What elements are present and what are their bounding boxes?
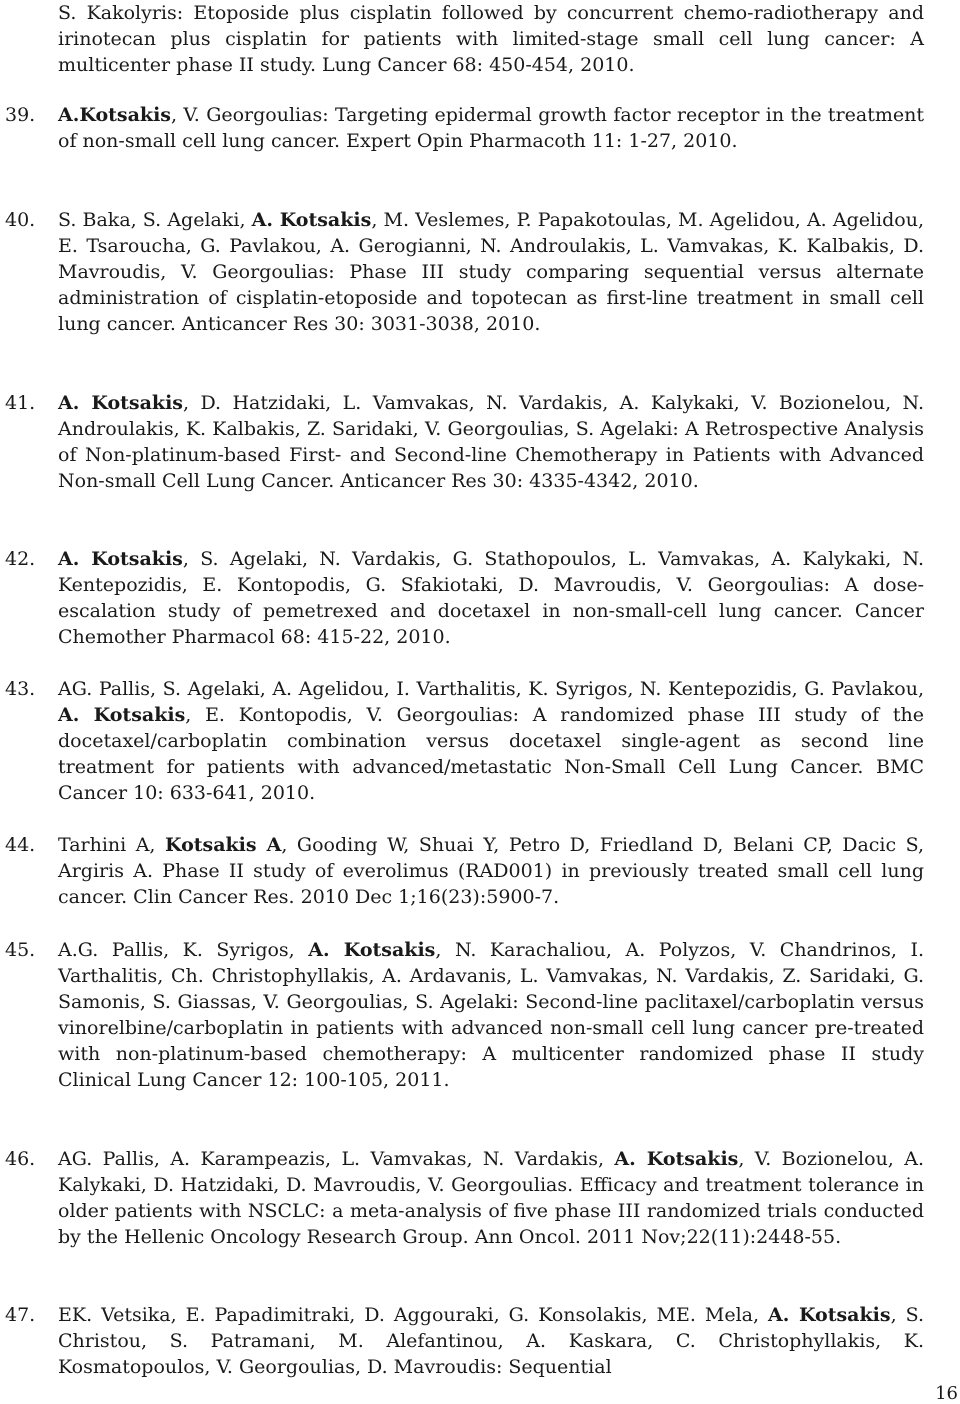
reference-text (58, 207, 924, 337)
reference-item (0, 1146, 924, 1250)
reference-segment: EK. Vetsika, E. Papadimitraki, D. Aggouraki, G. Konsolakis, ME. Mela, (58, 1304, 769, 1326)
reference-item (0, 207, 924, 337)
reference-item (0, 546, 924, 650)
reference-number: 44. (5, 834, 36, 856)
reference-item (0, 937, 924, 1093)
reference-item (0, 390, 924, 494)
reference-number: 42. (5, 548, 36, 570)
reference-text (58, 0, 924, 78)
reference-item (0, 676, 924, 806)
reference-text (58, 546, 924, 650)
reference-text (58, 676, 924, 806)
reference-segment: AG. Pallis, S. Agelaki, A. Agelidou, I. Varthalitis, K. Syrigos, N. Kentepozidis, G. Pavlakou, (58, 678, 924, 700)
author-highlight: A.Kotsakis (58, 104, 171, 126)
reference-number: 45. (5, 939, 36, 961)
author-highlight: Kotsakis A (164, 834, 282, 856)
reference-number: 40. (5, 209, 36, 231)
reference-text (58, 102, 924, 154)
reference-number: 41. (5, 392, 36, 414)
author-highlight: A. Kotsakis (614, 1148, 739, 1170)
reference-segment: , D. Hatzidaki, L. Vamvakas, N. Vardakis, A. Kalykaki, V. Bozionelou, N. Androulakis, K. Kalbakis, Z. Saridaki, V. Georgoulias, S. Agelaki: A Retrospective Analysis of Non-platinum-based First- and Second-line Chemotherapy in Patients with Advanced Non-small Cell Lung Cancer. Anticancer Res 30: 4335-4342, 2010. (58, 392, 924, 492)
reference-text (58, 1302, 924, 1380)
reference-segment: , S. Christou, S. Patramani, M. Alefantinou, A. Kaskara, C. Christophyllakis, K. Kosmatopoulos, V. Georgoulias, D. Mavroudis: Sequential (58, 1304, 924, 1378)
reference-number: 43. (5, 678, 36, 700)
reference-item (0, 102, 924, 154)
reference-segment: S. Baka, S. Agelaki, (58, 209, 252, 231)
reference-segment: S. Kakolyris: Etoposide plus cisplatin followed by concurrent chemo-radiotherapy and irinotecan plus cisplatin for patients with limited-stage small cell lung cancer: A multicenter phase II study. Lung Cancer 68: 450-454, 2010. (58, 2, 924, 76)
reference-text (58, 937, 924, 1093)
author-highlight: A. Kotsakis (251, 209, 372, 231)
reference-segment: , S. Agelaki, N. Vardakis, G. Stathopoulos, L. Vamvakas, A. Kalykaki, N. Kentepozidis, E. Kontopodis, G. Sfakiotaki, D. Mavroudis, V. Georgoulias: A dose-escalation study of pemetrexed and docetaxel in non-small-cell lung cancer. Cancer Chemother Pharmacol 68: 415-22, 2010. (58, 548, 924, 648)
page-number: 16 (935, 1383, 958, 1404)
reference-segment: , E. Kontopodis, V. Georgoulias: A randomized phase III study of the docetaxel/carboplatin combination versus docetaxel single-agent as second line treatment for patients with advanced/metastatic Non-Small Cell Lung Cancer. BMC Cancer 10: 633-641, 2010. (58, 704, 924, 804)
author-highlight: A. Kotsakis (58, 704, 186, 726)
author-highlight: A. Kotsakis (308, 939, 436, 961)
author-highlight: A. Kotsakis (58, 392, 183, 414)
reference-item (0, 832, 924, 910)
reference-segment: , N. Karachaliou, A. Polyzos, V. Chandrinos, I. Varthalitis, Ch. Christophyllakis, A. Ardavanis, L. Vamvakas, N. Vardakis, Z. Saridaki, G. Samonis, S. Giassas, V. Georgoulias, S. Agelaki: Second-line paclitaxel/carboplatin versus vinorelbine/carboplatin in patients with advanced non-small cell lung cancer pre-treated with non-platinum-based chemotherapy: A multicenter randomized phase II study Clinical Lung Cancer 12: 100-105, 2011. (58, 939, 924, 1091)
reference-text (58, 832, 924, 910)
reference-segment: , M. Veslemes, P. Papakotoulas, M. Agelidou, A. Agelidou, E. Tsaroucha, G. Pavlakou, A. Gerogianni, N. Androulakis, L. Vamvakas, K. Kalbakis, D. Mavroudis, V. Georgoulias: Phase III study comparing sequential versus alternate administration of cisplatin-etoposide and topotecan as first-line treatment in small cell lung cancer. Anticancer Res 30: 3031-3038, 2010. (58, 209, 925, 335)
reference-number: 46. (5, 1148, 36, 1170)
reference-segment: , V. Bozionelou, A. Kalykaki, D. Hatzidaki, D. Mavroudis, V. Georgoulias. Efficacy and treatment tolerance in older patients with NSCLC: a meta-analysis of five phase III randomized trials conducted by the Hellenic Oncology Research Group. Ann Oncol. 2011 Nov;22(11):2448-55. (58, 1148, 924, 1248)
reference-segment: AG. Pallis, A. Karampeazis, L. Vamvakas, N. Vardakis, (58, 1148, 615, 1170)
reference-number: 47. (5, 1304, 36, 1326)
reference-segment: , Gooding W, Shuai Y, Petro D, Friedland D, Belani CP, Dacic S, Argiris A. Phase II study of everolimus (RAD001) in previously treated small cell lung cancer. Clin Cancer Res. 2010 Dec 1;16(23):5900-7. (58, 834, 924, 908)
reference-number: 39. (5, 104, 36, 126)
reference-item (0, 0, 924, 78)
reference-segment: Tarhini A, (58, 834, 165, 856)
author-highlight: A. Kotsakis (768, 1304, 891, 1326)
reference-segment: , V. Georgoulias: Targeting epidermal growth factor receptor in the treatment of non-small cell lung cancer. Expert Opin Pharmacoth 11: 1-27, 2010. (58, 104, 924, 152)
reference-text (58, 390, 924, 494)
reference-text (58, 1146, 924, 1250)
reference-segment: A.G. Pallis, K. Syrigos, (58, 939, 309, 961)
author-highlight: A. Kotsakis (58, 548, 183, 570)
reference-item (0, 1302, 924, 1380)
